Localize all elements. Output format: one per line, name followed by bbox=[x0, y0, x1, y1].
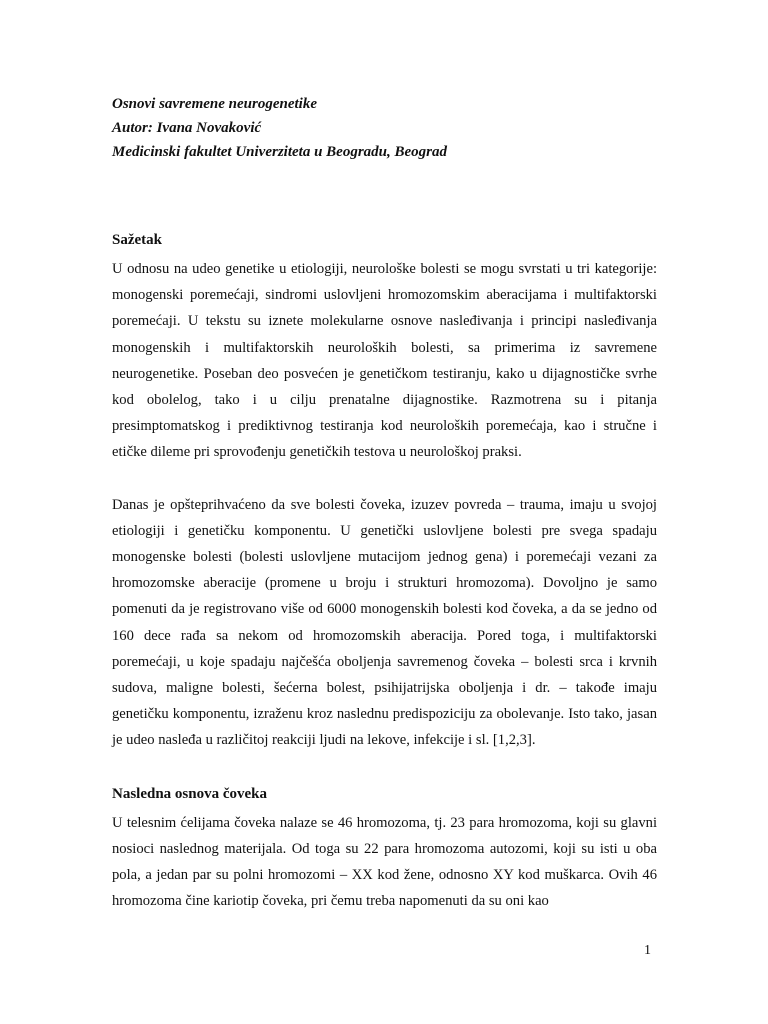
affiliation-line: Medicinski fakultet Univerziteta u Beogradu, Beograd bbox=[112, 144, 448, 160]
section-paragraph-nasledna-osnova: U telesnim ćelijama čoveka nalaze se 46 hromozoma, tj. 23 para hromozoma, koji su glavni nosioci naslednog materijala. Od toga su 22 para hromozoma autozomi, koji su isti u oba pola, a jedan par su polni hromozomi – XX kod žene, odnosno XY kod muškarca. Ovih 46 hromozoma čine kariotip čoveka, pri čemu treba napomenuti da su oni kao bbox=[112, 814, 657, 910]
document-page bbox=[112, 92, 657, 914]
abstract-paragraph: U odnosu na udeo genetike u etiologiji, neurološke bolesti se mogu svrstati u tri kategorije: monogenski poremećaji, sindromi uslovljeni hromozomskim aberacijama i multifaktorski poremećaji. U tekstu su iznete molekularne osnove nasleđivanja i principi nasleđivanja monogenskih i multifaktorskih neuroloških bolesti, sa primerima iz savremene neurogenetike. Poseban deo posvećen je genetičkom testiranju, kako u dijagnostičke svrhe kod obolelog, tako i u cilju prenatalne dijagnostike. Razmotrena su i pitanja presimptomatskog i prediktivnog testiranja kod neuroloških poremećaja, kao i stručne i etičke dileme pri sprovođenju genetičkih testova u neurološkoj praksi. bbox=[112, 261, 657, 461]
intro-paragraph: Danas je opšteprihvaćeno da sve bolesti čoveka, izuzev povreda – trauma, imaju u svojoj etiologiji i genetičku komponentu. U genetički uslovljene bolesti pre svega spadaju monogenske bolesti (bolesti uslovljene mutacijom jednog gena) i poremećaji vezani za hromozomske aberacije (promene u broju i strukturi hromozoma). Dovoljno je samo pomenuti da je registrovano više od 6000 monogenskih bolesti kod čoveka, a da se jedno od 160 dece rađa sa nekom od hromozomskih aberacija. Pored toga, i multifaktorski poremećaji, u koje spadaju najčešća oboljenja savremenog čoveka – bolesti srca i krvnih sudova, maligne bolesti, šećerna bolest, psihijatrijska oboljenja i dr. – takođe imaju genetičku komponentu, izraženu kroz naslednu predispoziciju za obolevanje. Isto tako, jasan je udeo nasleđa u različitoj reakciji ljudi na lekove, infekcije i sl. [1,2,3]. bbox=[112, 496, 657, 749]
author-line: Autor: Ivana Novaković bbox=[112, 120, 262, 136]
page-number: 1 bbox=[644, 943, 651, 958]
abstract-heading: Sažetak bbox=[112, 232, 162, 248]
document-title: Osnovi savremene neurogenetike bbox=[112, 96, 317, 112]
section-heading-nasledna-osnova: Nasledna osnova čoveka bbox=[112, 785, 268, 802]
